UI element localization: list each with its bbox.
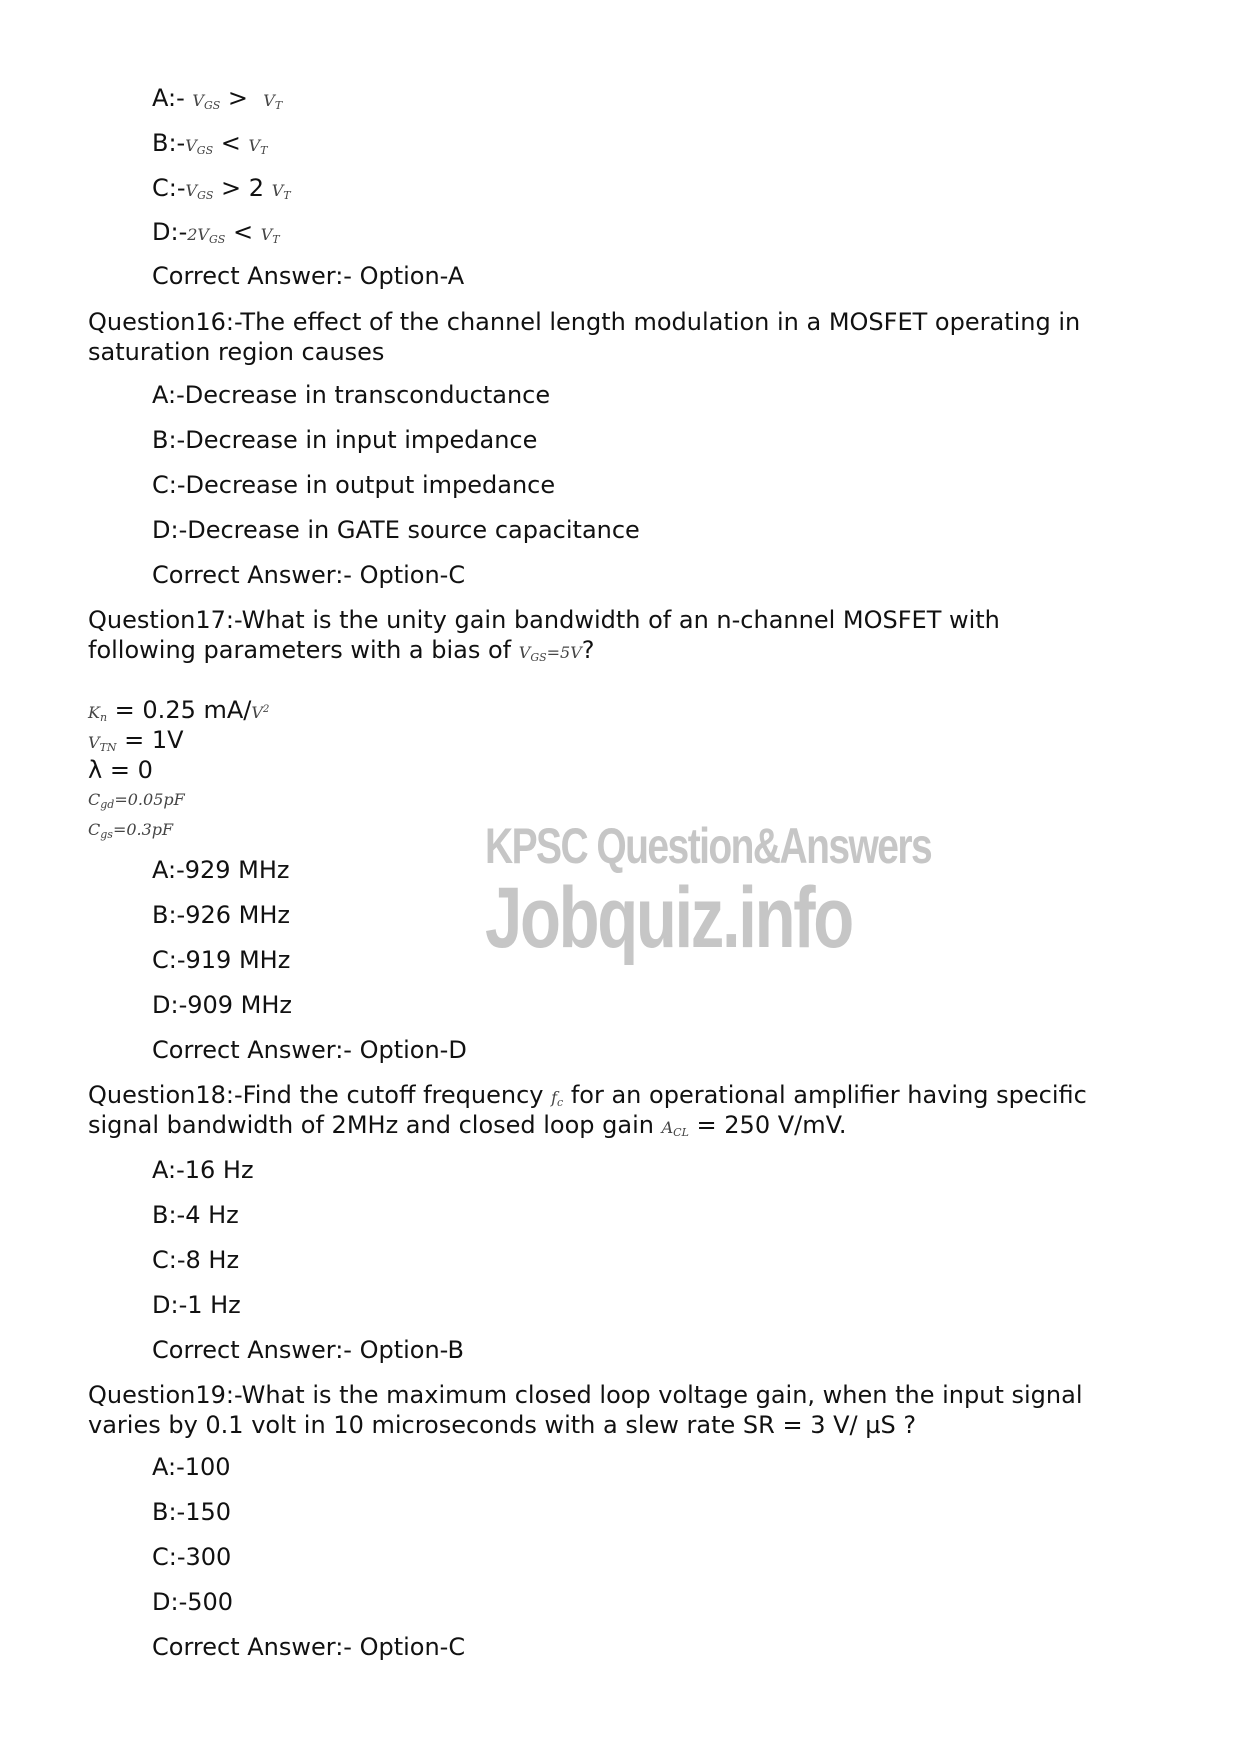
operator: < — [220, 129, 241, 157]
operator: > 2 — [221, 174, 265, 202]
q18-option-d: D:-1 Hz — [152, 1291, 241, 1319]
math-acl: $A_{CL}$ — [661, 1118, 689, 1139]
math-v-squared: $V^2$ — [251, 703, 270, 722]
option-label: D:- — [152, 218, 188, 246]
q19-option-c: C:-300 — [152, 1543, 232, 1571]
text: for an operational amplifier having specific — [563, 1081, 1087, 1109]
q17-text-line2 — [88, 635, 595, 673]
option-label: B:- — [152, 129, 186, 157]
q18-correct-answer: Correct Answer:- Option-B — [152, 1336, 464, 1364]
q15-correct-answer: Correct Answer:- Option-A — [152, 262, 465, 290]
q15-option-d — [152, 217, 280, 255]
q15-option-b — [152, 128, 267, 166]
math-vgs-bias: $V_{GS}=5V$ — [518, 643, 582, 664]
q17-correct-answer: Correct Answer:- Option-D — [152, 1036, 467, 1064]
text: = 1V — [116, 726, 184, 754]
param-lambda: λ = 0 — [88, 756, 153, 784]
math-cgd: $C_{gd}=0.05pF$ — [88, 790, 185, 811]
watermark-line1: KPSC Question&Answers — [485, 818, 932, 874]
math-vtn: $V_{TN}$ — [88, 733, 117, 754]
q17-option-d: D:-909 MHz — [152, 991, 293, 1019]
text: = 0.25 mA/ — [107, 696, 252, 724]
q15-option-a — [152, 83, 282, 121]
watermark-line2: Jobquiz.info — [485, 870, 852, 966]
q16-option-d: D:-Decrease in GATE source capacitance — [152, 516, 640, 544]
q16-option-a: A:-Decrease in transconductance — [152, 381, 551, 409]
option-label: A:- — [152, 84, 185, 112]
q18-option-c: C:-8 Hz — [152, 1246, 240, 1274]
operator: > — [227, 84, 249, 112]
text: signal bandwidth of 2MHz and closed loop gain — [88, 1111, 662, 1139]
text: Question18:-Find the cutoff frequency — [88, 1081, 552, 1109]
q15-option-c — [152, 173, 291, 211]
math-vgs: $V_{GS}$ — [185, 136, 214, 157]
q17-option-b: B:-926 MHz — [152, 901, 290, 929]
q18-option-a: A:-16 Hz — [152, 1156, 254, 1184]
math-fc: $f_c$ — [551, 1088, 564, 1109]
q16-correct-answer: Correct Answer:- Option-C — [152, 561, 466, 589]
q16-text-line1: Question16:-The effect of the channel length modulation in a MOSFET operating in — [88, 308, 1081, 336]
q16-option-c: C:-Decrease in output impedance — [152, 471, 556, 499]
math-vgs: $V_{GS}$ — [185, 181, 214, 202]
math-2vgs: $2V_{GS}$ — [187, 225, 226, 246]
q19-option-a: A:-100 — [152, 1453, 231, 1481]
q16-text-line2: saturation region causes — [88, 338, 385, 366]
option-label: C:- — [152, 174, 186, 202]
math-vt: $V_T$ — [248, 136, 268, 157]
q19-text-line2: varies by 0.1 volt in 10 microseconds with a slew rate SR = 3 V/ µS ? — [88, 1411, 917, 1439]
watermark — [485, 820, 931, 964]
q17-option-a: A:-929 MHz — [152, 856, 290, 884]
q19-correct-answer: Correct Answer:- Option-C — [152, 1633, 466, 1661]
q18-text-line2 — [88, 1110, 847, 1148]
math-kn: $K_n$ — [88, 703, 108, 724]
q19-option-d: D:-500 — [152, 1588, 234, 1616]
operator: < — [232, 218, 254, 246]
math-vgs: $V_{GS}$ — [192, 91, 221, 112]
q17-text-line1: Question17:-What is the unity gain bandwidth of an n-channel MOSFET with — [88, 606, 1000, 634]
math-vt: $V_T$ — [271, 181, 291, 202]
math-vt: $V_T$ — [263, 91, 283, 112]
math-cgs: $C_{gs}=0.3pF$ — [88, 820, 174, 841]
param-cgs — [88, 815, 173, 850]
q19-option-b: B:-150 — [152, 1498, 232, 1526]
math-vt: $V_T$ — [260, 225, 280, 246]
text: = 250 V/mV. — [688, 1111, 847, 1139]
q19-text-line1: Question19:-What is the maximum closed loop voltage gain, when the input signal — [88, 1381, 1083, 1409]
q18-option-b: B:-4 Hz — [152, 1201, 239, 1229]
q16-option-b: B:-Decrease in input impedance — [152, 426, 538, 454]
text: following parameters with a bias of — [88, 636, 519, 664]
q17-option-c: C:-919 MHz — [152, 946, 291, 974]
text: ? — [581, 636, 595, 664]
